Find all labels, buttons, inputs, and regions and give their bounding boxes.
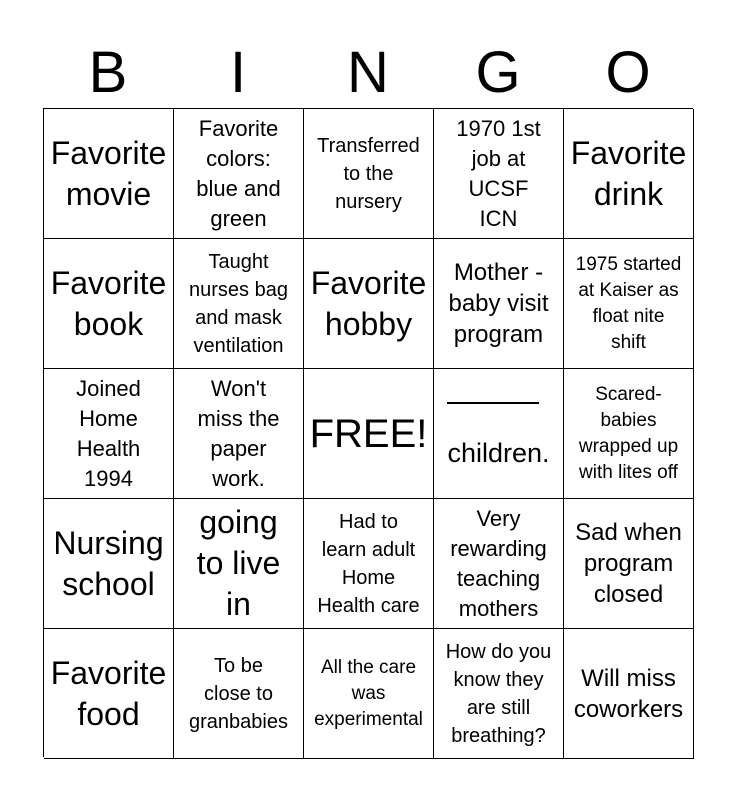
cell-text: 1975 started at Kaiser as float nite shift (575, 253, 682, 353)
cell-text: Transferred to the nursery (317, 134, 420, 213)
bingo-cell[interactable] (44, 499, 174, 629)
bingo-cell[interactable] (434, 109, 564, 239)
bingo-cell[interactable] (174, 239, 304, 369)
bingo-cell[interactable] (434, 629, 564, 759)
bingo-header (43, 38, 693, 108)
bingo-cell[interactable] (304, 629, 434, 759)
cell-text: Mother - baby visit program (448, 259, 549, 348)
cell-text: Nursing school (53, 524, 164, 602)
header-letter-g: G (475, 40, 521, 105)
fill-in-blank-line (447, 398, 539, 404)
cell-text: going to live in (196, 504, 281, 622)
bingo-cell[interactable] (564, 239, 694, 369)
bingo-cell[interactable] (44, 629, 174, 759)
bingo-cell[interactable] (564, 499, 694, 629)
cell-text: Favorite hobby (310, 264, 427, 342)
cell-text: Had to learn adult Home Health care (317, 510, 420, 617)
bingo-cell[interactable] (174, 499, 304, 629)
bingo-grid (43, 108, 693, 757)
cell-text: Sad when program closed (575, 519, 682, 608)
cell-text: children. (447, 437, 550, 468)
bingo-cell[interactable] (564, 369, 694, 499)
cell-text: To be close to granbabies (189, 654, 288, 733)
header-letter-b: B (88, 40, 128, 105)
cell-text: Favorite colors: blue and green (196, 115, 281, 231)
header-letter-o: O (605, 40, 651, 105)
bingo-cell[interactable] (304, 499, 434, 629)
bingo-cell[interactable] (44, 369, 174, 499)
cell-text: Scared- babies wrapped up with lites off (578, 383, 679, 483)
bingo-cell[interactable] (174, 109, 304, 239)
bingo-cell[interactable] (304, 109, 434, 239)
cell-text: Won't miss the paper work. (197, 375, 280, 491)
cell-text: Favorite movie (50, 134, 167, 212)
free-space-label: FREE! (309, 411, 428, 456)
bingo-cell[interactable] (564, 629, 694, 759)
header-letter-i: I (229, 40, 247, 105)
bingo-cell[interactable] (44, 109, 174, 239)
cell-text: Will miss coworkers (573, 664, 684, 723)
free-space[interactable] (304, 369, 434, 499)
cell-text: Favorite food (50, 654, 167, 732)
cell-text: Very rewarding teaching mothers (450, 505, 547, 621)
cell-content (447, 369, 549, 499)
bingo-cell[interactable] (564, 109, 694, 239)
header-letter-n: N (347, 40, 389, 105)
cell-text: Taught nurses bag and mask ventilation (189, 250, 288, 357)
bingo-cell[interactable] (304, 239, 434, 369)
bingo-cell[interactable] (434, 239, 564, 369)
bingo-cell[interactable] (434, 499, 564, 629)
cell-text: 1970 1st job at UCSF ICN (456, 115, 541, 231)
bingo-cell[interactable] (174, 369, 304, 499)
cell-text: Favorite drink (570, 134, 687, 212)
cell-text: All the care was experimental (314, 656, 423, 730)
cell-text: Joined Home Health 1994 (76, 375, 141, 491)
bingo-cell[interactable] (174, 629, 304, 759)
cell-text: How do you know they are still breathing? (445, 640, 552, 747)
bingo-cell[interactable] (434, 369, 564, 499)
cell-text: Favorite book (50, 264, 167, 342)
bingo-cell[interactable] (44, 239, 174, 369)
